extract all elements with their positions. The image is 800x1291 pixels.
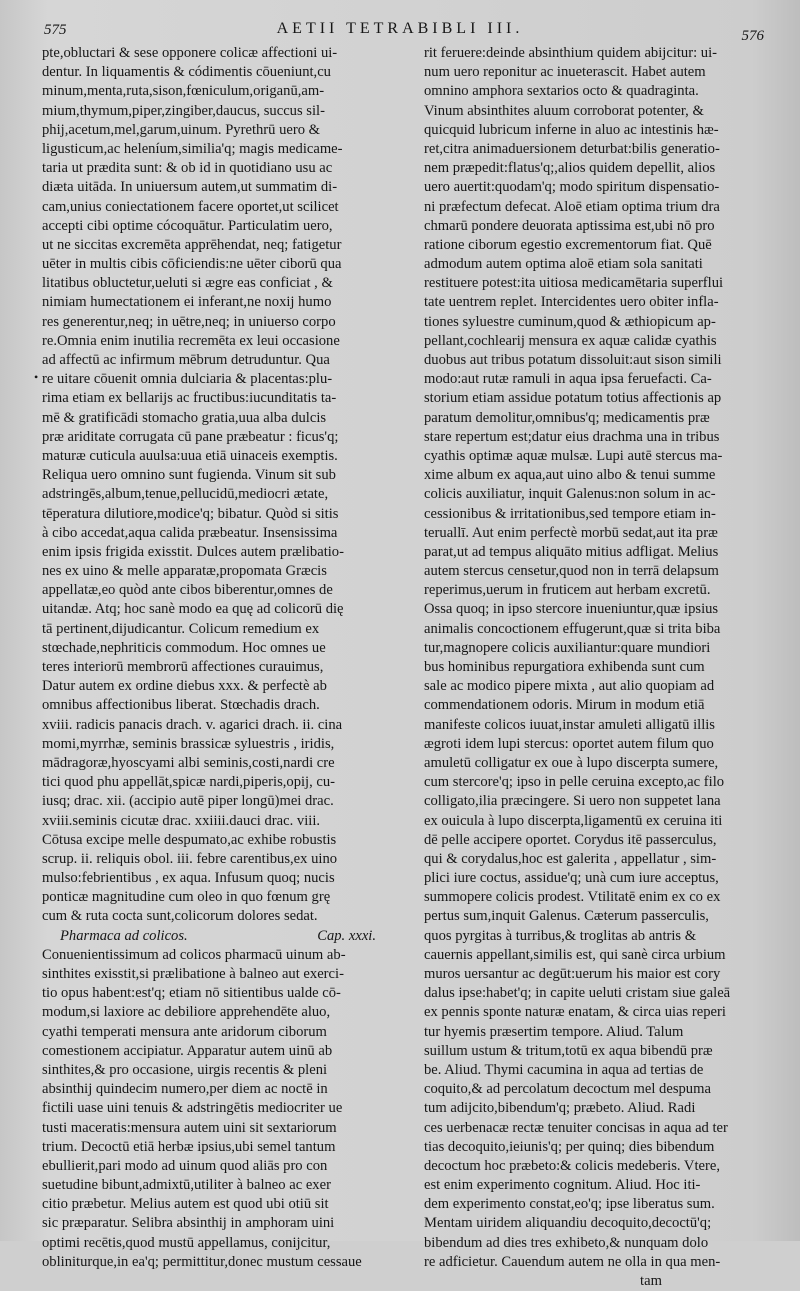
text-line: ex ouicula à lupo discerpta,ligamentū ex ceruina iti: [424, 812, 723, 829]
text-line: trium. Decoctū etiā herbæ ipsius,ubi semel tantum: [42, 1138, 336, 1155]
text-line: momi,myrrhæ, seminis brassicæ syluestris , iridis,: [42, 735, 335, 752]
text-line: teres interiorū membrorū affectiones curauimus,: [42, 659, 324, 675]
text-line: re uitare cōuenit omnia dulciaria & placentas:plu-: [42, 371, 333, 388]
text-line: bus hominibus repurgatiora exhibenda sunt cum: [424, 659, 705, 675]
text-line: muros uersantur ac degūt:uerum his maior est cory: [424, 966, 721, 982]
text-line: tias decoquito,ieiunis'q; per quinq; dies bibendum: [424, 1138, 715, 1155]
text-line: pertus sum,inquit Galenus. Cæterum passerculis,: [424, 908, 709, 925]
text-line: tā pertinent,dijudicantur. Colicum remedium ex: [42, 620, 320, 637]
text-line: ægroti idem lupi stercus: oportet autem filum quo: [424, 735, 714, 752]
text-line: amuletū colligatur ex oue à lupo discerpta sumere,: [424, 754, 719, 771]
text-line: à cibo accedat,aqua calida præbeatur. Insensissima: [42, 524, 338, 541]
text-line: pellant,cochlearij mensura ex aquæ calidæ cyathis: [424, 332, 717, 349]
text-line: manifeste colicos iuuat,instar amuleti alligatū illis: [424, 716, 715, 733]
left-page-number: 575: [44, 22, 67, 38]
text-line: præ ariditate corrugata cū pane præbeatur : ficus'q;: [42, 428, 339, 445]
text-line: minum,menta,ruta,sison,fœniculum,origanū,am-: [42, 83, 325, 100]
text-line: nes ex uino & melle apparatæ,propomata Græcis: [42, 563, 327, 580]
text-line: stare repertum est;datur eius drachma una in tribus: [424, 428, 720, 445]
text-line: phij,acetum,mel,garum,uinum. Pyrethrū uero &: [42, 121, 321, 138]
text-line: Ossa quoq; in ipso stercore inueniuntur,quæ ipsius: [424, 601, 719, 618]
text-line: colligato,ilia præcingere. Si uero non suppetet lana: [424, 793, 721, 810]
text-line: mē & gratificādi stomacho gratia,uua alba dulcis: [42, 409, 327, 426]
text-line: xviii.seminis cicutæ drac. xxiiii.dauci drac. viii.: [42, 812, 321, 829]
text-line: tum adijcito,bibendum'q; præbeto. Aliud. Radi: [424, 1100, 696, 1117]
text-line: dem experimento constat,eo'q; ipse liberatus sum.: [424, 1196, 715, 1213]
text-line: ponticæ magnitudine cum oleo in quo fœnum grę: [42, 889, 331, 906]
text-line: Vinum absinthites aluum corroborat potenter, &: [424, 102, 704, 119]
text-line: diæta uitāda. In uniuersum autem,ut summatim di-: [42, 179, 338, 196]
text-line: taria ut prædita sunt: & ob id in quotidiano usu ac: [42, 160, 333, 177]
text-line: modum,si laxiore ac debiliore apprehendēte aluo,: [42, 1004, 331, 1021]
text-line: citio præbetur. Melius autem est quod ubi otiū sit: [42, 1196, 329, 1213]
text-line: optimi recētis,quod mustū appellamus, conijcitur,: [42, 1234, 331, 1251]
text-line: absinthij quindecim numero,per diem ac noctē in: [42, 1081, 328, 1098]
text-line: stœchade,nephriticis commodum. Hoc omnes ue: [42, 639, 326, 656]
text-line: enim ipsis frigida exisstit. Dulces autem prælibatio-: [42, 543, 344, 560]
text-line: teruallī. Aut enim perfectè morbū sedat,aut ita præ: [424, 524, 718, 541]
text-line: res generentur,neq; in uētre,neq; in uniuerso corpo: [42, 313, 336, 330]
text-line: comestionem accipiatur. Apparatur autem uinū ab: [42, 1042, 333, 1059]
text-line: parat,ut ad tempus aliquāto mitius adfligat. Melius: [424, 543, 719, 560]
text-line: storium etiam assidue potatum totius affectionis ap: [424, 390, 722, 407]
text-line: summopere colicis prodest. Vtilitatē enim ex co ex: [424, 889, 721, 906]
text-line: cessionibus & irritationibus,sed tempore etiam in-: [424, 505, 716, 522]
text-line: quos pyrgitas à turribus,& troglitas ab antris &: [424, 927, 697, 944]
text-line: qui & corydalus,hoc est galerita , appellatur , sim-: [424, 850, 717, 867]
text-line: tio opus habent:est'q; etiam nō sitientibus ualde cō-: [42, 985, 341, 1002]
margin-mark-icon: •: [34, 370, 39, 384]
text-line: scrup. ii. reliquis obol. iii. febre carentibus,ex uino: [42, 850, 338, 867]
text-line: decoctum hoc præbeto:& colicis medeberis. Vtere,: [424, 1157, 720, 1174]
text-line: cauernis appellant,similis est, qui sanè circa urbium: [424, 946, 726, 963]
text-line: Conuenientissimum ad colicos pharmacū uinum ab-: [42, 946, 346, 963]
text-line: rit feruere:deinde absinthium quidem abijcitur: ui-: [424, 45, 718, 61]
text-line: xime album ex aqua,aut uino albo & tenui summe: [424, 467, 716, 484]
text-line: pte,obluctari & sese opponere colicæ affectioni ui-: [42, 45, 338, 61]
text-line: adstringēs,album,tenue,pellucidū,mediocri ætate,: [42, 486, 329, 503]
text-line: sic præparatur. Selibra absinthij in amphoram uini: [42, 1215, 335, 1232]
text-line: modo:aut rutæ ramuli in aqua ipsa feruefacti. Ca-: [424, 371, 712, 388]
text-line: colicis auxiliatur, inquit Galenus:non solum in ac-: [424, 486, 716, 503]
text-line: Mentam uiridem aliquandiu decoquito,decoctū'q;: [424, 1215, 712, 1232]
text-line: tēperatura dilutiore,modice'q; bibatur. Quòd si sitis: [42, 505, 339, 522]
text-line: mium,thymum,piper,zingiber,daucus, succus sil-: [42, 102, 325, 119]
text-line: sale ac modico pipere mixta , aut alio quopiam ad: [424, 678, 715, 695]
left-column: [42, 44, 394, 1272]
text-line: paratum demolitur,omnibus'q; medicamentis præ: [424, 409, 710, 426]
text-line: ad affectū ac infirmum mēbrum detruduntur. Qua: [42, 352, 330, 368]
text-line: sinthites exisstit,si prælibatione à balneo aut exerci-: [42, 966, 344, 982]
text-line: plici iure coctus, assidue'q; unà cum iure acceptus,: [424, 870, 719, 887]
text-line: cum stercore'q; ipso in pelle ceruina excepto,ac filo: [424, 774, 725, 791]
text-line: maturæ cuticula auulsa:uua etiā uinaceis exemptis.: [42, 447, 338, 464]
text-line: commendationem odoris. Mirum in modum etiā: [424, 697, 705, 714]
right-column: [424, 44, 758, 1291]
text-line: cam,unius coniectationem facere oportet,ut scilicet: [42, 198, 339, 215]
text-line: nem præpedit:flatus'q;,alios quidem depellit, alios: [424, 160, 716, 177]
text-line: appellatæ,eo quòd ante cibos biberentur,omnes de: [42, 582, 333, 599]
text-line: omnibus affectionibus liberat. Stœchadis drach.: [42, 697, 320, 714]
text-line: ex pennis sponte naturæ enatam, & circa uias reperi: [424, 1004, 726, 1021]
text-line: uero auertit:quodam'q; modo spiritum dispensatio-: [424, 179, 720, 196]
text-line: bibendum ad dies tres exhibeto,& nunquam dolo: [424, 1234, 709, 1251]
text-line: litatibus obluctetur,ueluti si ægre eas conficiat , &: [42, 275, 333, 292]
text-line: sinthites,& pro occasione, uirgis recentis & pleni: [42, 1061, 328, 1078]
text-line: ligusticum,ac heleníum,similia'q; magis medicame-: [42, 140, 343, 157]
text-line: Cōtusa excipe melle despumato,ac exhibe robustis: [42, 831, 337, 848]
text-line: ratione ciborum egestio excrementorum fiat. Quē: [424, 236, 712, 253]
text-line: admodum autem optima aloē etiam sola sanitati: [424, 256, 703, 273]
chapter-number: Cap. xxxi.: [317, 927, 376, 944]
text-line: suillum ustum & tritum,totū ex aqua bibendū præ: [424, 1042, 713, 1059]
text-line: accepti cibi optime cócoquātur. Particulatim uero,: [42, 217, 333, 234]
text-line: ces uerbenacæ rectæ tenuiter concisas in aqua ad ter: [424, 1119, 728, 1136]
right-page-number: 576: [741, 28, 764, 44]
text-line: ni præfectum defecat. Aloē etiam optima trium dra: [424, 198, 720, 215]
text-line: tusti maceratis:mensura autem uini sit sextariorum: [42, 1119, 337, 1136]
text-line: cyathi temperati mensura ante aridorum ciborum: [42, 1023, 327, 1040]
text-line: duobus aut tribus potatum dissoluit:aut sison simili: [424, 352, 722, 368]
text-line: autem stercus censetur,quod non in terrā delapsum: [424, 563, 719, 580]
text-line: suetudine bibunt,admixtū,utiliter à balneo ac exer: [42, 1177, 331, 1194]
text-line: coquito,& ad percolatum decoctum mel despuma: [424, 1081, 711, 1098]
text-line: tici quod phu appellāt,spicæ nardi,piperis,opij, cu-: [42, 774, 336, 791]
text-line: quicquid lubricum inferne in aluo ac intestinis hæ-: [424, 121, 719, 138]
text-line: obliniturque,in ea'q; permittitur,donec mustum cessaue: [42, 1253, 362, 1270]
text-line: num uero reponitur ac inueterascit. Habet autem: [424, 64, 706, 81]
running-title: AETII TETRABIBLI III.: [276, 20, 524, 37]
text-line: iusq; drac. xii. (accipio autē piper longū)mei drac.: [42, 793, 334, 810]
text-line: cyathis optimæ aquæ mulsæ. Lupi autē stercus ma-: [424, 447, 723, 464]
text-line: dalus ipse:habet'q; in capite ueluti cristam siue galeā: [424, 985, 731, 1002]
text-line: tur hyemis præsertim tempore. Aliud. Talum: [424, 1023, 684, 1040]
text-line: rima etiam ex bellarijs ac fructibus:iucunditatis ta-: [42, 390, 337, 407]
text-line: dē pelle accipere oportet. Corydus itē passerculus,: [424, 831, 717, 848]
text-line: tur,magnopere colicis auxiliantur:quare mundiori: [424, 639, 711, 656]
text-line: re adficietur. Cauendum autem ne olla in qua men-: [424, 1253, 721, 1270]
text-line: tiones syluestre cuminum,quod & æthiopicum ap-: [424, 313, 716, 330]
text-line: chmarū pondere deuorata aptissima est,ubi nō pro: [424, 217, 715, 234]
text-line: dentur. In liquamentis & códimentis cōueniunt,cu: [42, 64, 331, 81]
text-line: mulso:febrientibus , ex aqua. Infusum quoq; nucis: [42, 870, 335, 887]
text-line: uitandæ. Atq; hoc sanè modo ea quę ad colicorū dię: [42, 601, 344, 618]
text-line: omnino amphora sextarios octo & quadraginta.: [424, 83, 699, 100]
text-line: ut ne siccitas excremēta apprēhendat, neq; fatigetur: [42, 236, 342, 253]
text-line: animalis concoctionem effugerunt,quæ si trita biba: [424, 620, 721, 637]
text-line: uēter in multis cibis cōficiendis:ne uēter ciborū qua: [42, 256, 342, 273]
text-line: ret,citra animaduersionem deturbat:bilis generatio-: [424, 140, 720, 157]
text-line: re.Omnia enim inutilia recremēta ex leui occasione: [42, 332, 340, 349]
text-line: est enim experimento cognitum. Aliud. Hoc iti-: [424, 1177, 701, 1194]
text-line: cum & ruta cocta sunt,colicorum dolores sedat.: [42, 908, 318, 925]
text-line: ebullierit,pari modo ad uinum quod aliās pro con: [42, 1157, 328, 1174]
catchword: tam: [640, 1273, 662, 1289]
text-line: restituere potest:ita uitiosa medicamētaria superflui: [424, 275, 724, 292]
text-line: mādragoræ,hyoscyami albi seminis,costi,nardi cre: [42, 754, 335, 771]
text-line: fictili uase uini tenuis & adstringētis mediocriter ue: [42, 1100, 343, 1117]
text-line: reperimus,uerum in fruticem aut herbam excretū.: [424, 582, 711, 599]
chapter-title: Pharmaca ad colicos.: [60, 927, 188, 944]
text-line: be. Aliud. Thymi cacumina in aqua ad tertias de: [424, 1061, 704, 1078]
text-line: nimiam humectationem ei inferant,ne noxij humo: [42, 294, 332, 311]
text-line: xviii. radicis panacis drach. v. agarici drach. ii. cina: [42, 716, 343, 733]
text-line: Datur autem ex ordine diebus xxx. & perfectè ab: [42, 678, 327, 695]
text-line: tate uentrem replet. Intercidentes uero obiter infla-: [424, 294, 719, 311]
text-line: Reliqua uero omnino sunt fugienda. Vinum sit sub: [42, 467, 336, 484]
chapter-heading: [42, 927, 394, 946]
